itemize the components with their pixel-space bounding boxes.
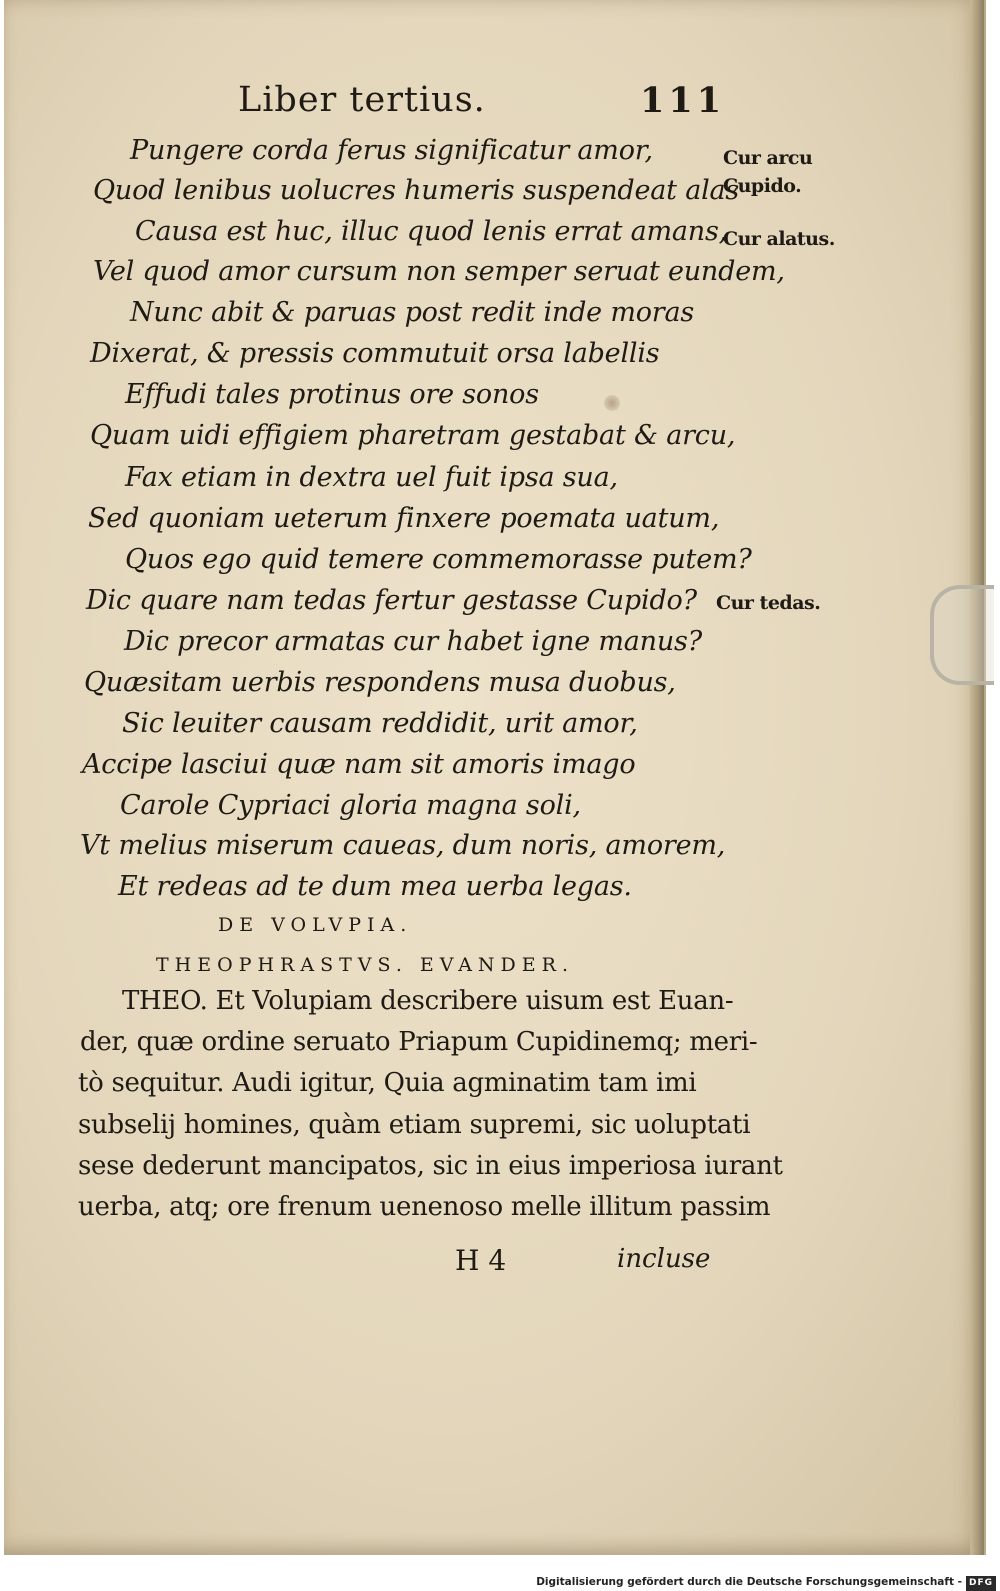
- footer-credit: [0, 1575, 1000, 1590]
- prose-line: tò sequitur. Audi igitur, Quia agminatim tam imi: [78, 1068, 697, 1098]
- verse-line: Quod lenibus uolucres humeris suspendeat alas: [93, 175, 740, 206]
- verse-line: Effudi tales protinus ore sonos: [125, 379, 539, 410]
- verse-line: Quam uidi effigiem pharetram gestabat & arcu,: [90, 420, 736, 451]
- verse-line: Causa est huc, illuc quod lenis errat amans,: [135, 216, 728, 247]
- prose-line: uerba, atq; ore frenum uenenoso melle illitum passim: [78, 1192, 771, 1222]
- verse-line: Quos ego quid temere commemorasse putem?: [125, 544, 752, 575]
- verse-line: Dic quare nam tedas fertur gestasse Cupido?: [86, 585, 697, 616]
- marginal-note: Cupido.: [723, 175, 802, 197]
- verse-line: Sed quoniam ueterum finxere poemata uatum,: [88, 503, 720, 534]
- verse-line: Sic leuiter causam reddidit, urit amor,: [122, 708, 638, 739]
- prose-line: subselij homines, quàm etiam supremi, sic uoluptati: [78, 1110, 751, 1140]
- verse-line: Vel quod amor cursum non semper seruat eundem,: [93, 256, 785, 287]
- verse-line: Accipe lasciui quæ nam sit amoris imago: [82, 749, 636, 780]
- verse-line: Pungere corda ferus significatur amor,: [130, 135, 653, 166]
- marginal-note: Cur arcu: [723, 147, 813, 169]
- section-title: DE VOLVPIA.: [218, 914, 413, 936]
- page-edge: [970, 0, 984, 1555]
- folio-number: 111: [640, 80, 726, 121]
- speakers-heading: THEOPHRASTVS. EVANDER.: [156, 954, 574, 976]
- catchword: incluse: [617, 1244, 711, 1274]
- verse-line: Et redeas ad te dum mea uerba legas.: [118, 871, 632, 902]
- page-clip: [930, 585, 994, 685]
- verse-line: Dixerat, & pressis commutuit orsa labellis: [90, 338, 660, 369]
- prose-line: THEO. Et Volupiam describere uisum est Euan-: [122, 986, 734, 1016]
- running-header: Liber tertius.: [238, 80, 486, 120]
- footer-text: Digitalisierung gefördert durch die Deutsche Forschungsgemeinschaft -: [536, 1576, 962, 1588]
- prose-line: der, quæ ordine seruato Priapum Cupidinemq; meri-: [80, 1027, 758, 1057]
- marginal-note: Cur alatus.: [723, 228, 835, 250]
- verse-line: Quæsitam uerbis respondens musa duobus,: [84, 667, 676, 698]
- verse-line: Vt melius miserum caueas, dum noris, amorem,: [80, 830, 726, 861]
- ink-stain: [604, 395, 620, 411]
- verse-line: Dic precor armatas cur habet igne manus?: [124, 626, 702, 657]
- dfg-logo-icon: DFG: [966, 1576, 996, 1591]
- verse-line: Nunc abit & paruas post redit inde moras: [130, 297, 695, 328]
- marginal-note: Cur tedas.: [716, 592, 821, 614]
- verse-line: Fax etiam in dextra uel fuit ipsa sua,: [125, 462, 618, 493]
- signature-mark: H 4: [455, 1244, 507, 1277]
- verse-line: Carole Cypriaci gloria magna soli,: [120, 790, 581, 821]
- prose-line: sese dederunt mancipatos, sic in eius imperiosa iurant: [78, 1151, 783, 1181]
